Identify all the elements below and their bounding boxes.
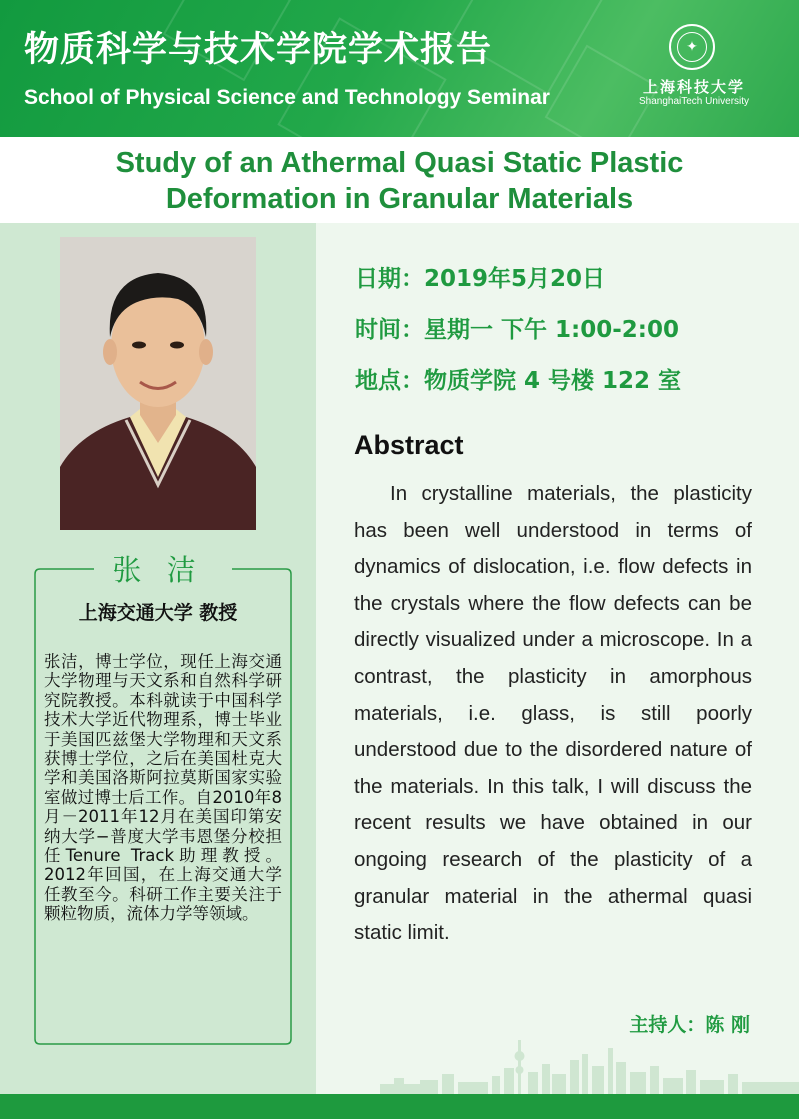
- header-title-en: School of Physical Science and Technology Seminar: [24, 86, 550, 109]
- speaker-panel: [0, 223, 316, 1094]
- university-name-cn: 上海科技大学: [642, 78, 745, 96]
- talk-time: 时间：星期一 下午 1:00-2:00: [355, 317, 679, 343]
- speaker-bio-text: 张洁，博士学位，现任上海交通大学物理与天文系和自然科学研究院教授。本科就读于中国科学技术大学近代物理系，博士毕业于美国匹兹堡大学物理和天文系获博士学位，之后在美国杜克大学和美国洛斯阿拉莫斯国家实验室做过博士后工作。自2010年8月－2011年12月在美国印第安纳大学−普度大学韦恩堡分校担任Tenure Track助理教授。2012年回国，在上海交通大学任教至今。科研工作主要关注于颗粒物质，流体力学等领域。: [44, 652, 282, 924]
- talk-title: [0, 145, 799, 217]
- abstract-text: In crystalline materials, the plasticity has been well understood in terms of dynamics of dislocation, i.e. flow defects in the crystals where the flow defects can be directly visualized under a microscope. In a contrast, the plasticity in amorphous materials, i.e. glass, is still poorly understood due to the disordered nature of the materials. In this talk, I will discuss the recent results we have obtained in our ongoing research of the plasticity of a granular material in the athermal quasi static limit.: [354, 482, 752, 945]
- talk-title-line1: Study of an Athermal Quasi Static Plastic: [115, 147, 684, 179]
- abstract-heading: Abstract: [354, 430, 464, 460]
- talk-date: 日期：2019年5月20日: [355, 266, 606, 292]
- host-name: 主持人：陈 刚: [629, 1014, 750, 1036]
- talk-title-line2: Deformation in Granular Materials: [165, 183, 634, 215]
- speaker-photo: [60, 237, 256, 530]
- university-name-en: ShanghaiTech University: [638, 96, 750, 107]
- shanghaitech-seal-icon: ✦: [669, 24, 715, 70]
- title-band: [0, 137, 799, 223]
- header-banner: [0, 0, 799, 137]
- speaker-bio: [44, 652, 282, 924]
- city-skyline: [380, 1038, 799, 1096]
- footer-bar: [0, 1094, 799, 1119]
- speaker-name: 张 洁: [112, 553, 204, 587]
- talk-location: 地点：物质学院 4 号楼 122 室: [355, 368, 682, 394]
- header-title-cn: 物质科学与技术学院学术报告: [24, 30, 493, 70]
- speaker-affiliation: 上海交通大学 教授: [78, 602, 238, 624]
